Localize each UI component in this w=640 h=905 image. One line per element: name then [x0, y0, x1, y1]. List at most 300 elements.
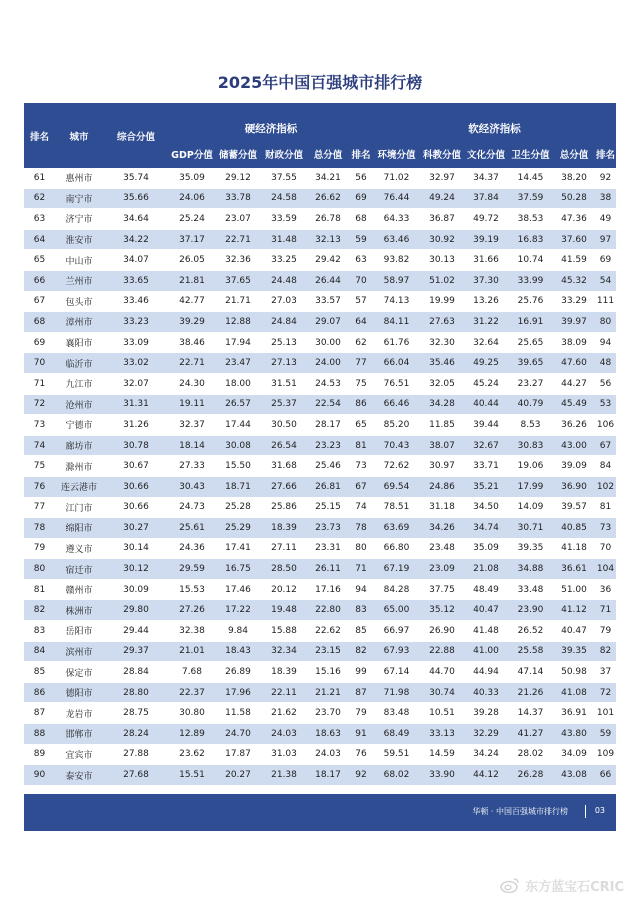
cell-environment: 67.93	[373, 641, 420, 662]
cell-culture: 39.44	[464, 415, 508, 436]
cell-gdp: 23.62	[169, 744, 215, 765]
cell-health: 21.26	[508, 682, 553, 703]
cell-city: 岳阳市	[55, 621, 103, 642]
cell-soft-total: 45.32	[553, 270, 595, 291]
table-row	[24, 250, 616, 271]
cell-fiscal: 27.66	[261, 476, 307, 497]
cell-science-education: 27.63	[420, 312, 464, 333]
header-environment: 环境分值	[373, 139, 420, 168]
cell-environment: 59.51	[373, 744, 420, 765]
cell-soft-rank: 72	[595, 682, 616, 703]
cell-total: 35.74	[103, 168, 169, 188]
cell-total: 28.80	[103, 682, 169, 703]
cell-soft-rank: 71	[595, 600, 616, 621]
cell-soft-total: 33.29	[553, 291, 595, 312]
cell-hard-rank: 76	[349, 744, 373, 765]
header-hard-total: 总分值	[307, 139, 349, 168]
cell-science-education: 10.51	[420, 703, 464, 724]
cell-soft-rank: 79	[595, 621, 616, 642]
cell-savings: 33.78	[215, 188, 261, 209]
table-row	[24, 435, 616, 456]
cell-soft-rank: 67	[595, 435, 616, 456]
cell-culture: 48.49	[464, 579, 508, 600]
cell-total: 28.75	[103, 703, 169, 724]
cell-soft-rank: 82	[595, 641, 616, 662]
cell-hard-total: 23.23	[307, 435, 349, 456]
cell-city: 廊坊市	[55, 435, 103, 456]
cell-hard-total: 26.44	[307, 270, 349, 291]
cell-environment: 84.28	[373, 579, 420, 600]
cell-hard-total: 23.31	[307, 538, 349, 559]
cell-culture: 44.12	[464, 765, 508, 786]
page-title: 2025年中国百强城市排行榜	[217, 73, 423, 92]
cell-culture: 31.22	[464, 312, 508, 333]
table-row	[24, 394, 616, 415]
cell-total: 33.02	[103, 353, 169, 374]
footer-bar	[24, 794, 616, 831]
header-total: 综合分值	[103, 103, 169, 168]
cell-savings: 17.96	[215, 682, 261, 703]
cell-city: 宿迁市	[55, 559, 103, 580]
cell-hard-rank: 56	[349, 168, 373, 188]
cell-environment: 67.19	[373, 559, 420, 580]
cell-savings: 26.57	[215, 394, 261, 415]
table-row	[24, 497, 616, 518]
cell-city: 中山市	[55, 250, 103, 271]
cell-health: 23.27	[508, 373, 553, 394]
cell-rank: 64	[24, 229, 55, 250]
cell-rank: 80	[24, 559, 55, 580]
cell-gdp: 24.73	[169, 497, 215, 518]
cell-science-education: 38.07	[420, 435, 464, 456]
cell-hard-total: 26.62	[307, 188, 349, 209]
cell-culture: 32.64	[464, 332, 508, 353]
table-row	[24, 456, 616, 477]
cell-city: 株洲市	[55, 600, 103, 621]
ranking-table	[24, 103, 616, 786]
cell-gdp: 12.89	[169, 724, 215, 745]
cell-city: 惠州市	[55, 168, 103, 188]
cell-culture: 49.72	[464, 209, 508, 230]
cell-culture: 37.84	[464, 188, 508, 209]
cell-soft-total: 39.35	[553, 641, 595, 662]
cell-savings: 11.58	[215, 703, 261, 724]
cell-environment: 61.76	[373, 332, 420, 353]
cell-savings: 21.71	[215, 291, 261, 312]
cell-culture: 21.08	[464, 559, 508, 580]
cell-city: 江门市	[55, 497, 103, 518]
cell-hard-rank: 81	[349, 435, 373, 456]
cell-science-education: 32.05	[420, 373, 464, 394]
cell-rank: 75	[24, 456, 55, 477]
cell-fiscal: 33.25	[261, 250, 307, 271]
cell-city: 滨州市	[55, 641, 103, 662]
cell-soft-total: 41.59	[553, 250, 595, 271]
cell-city: 滁州市	[55, 456, 103, 477]
cell-total: 33.65	[103, 270, 169, 291]
cell-soft-rank: 111	[595, 291, 616, 312]
cell-city: 济宁市	[55, 209, 103, 230]
cell-hard-rank: 92	[349, 765, 373, 786]
cell-hard-rank: 75	[349, 373, 373, 394]
header-hard-group: 硬经济指标	[169, 103, 373, 139]
cell-gdp: 24.30	[169, 373, 215, 394]
cell-science-education: 35.46	[420, 353, 464, 374]
cell-gdp: 27.26	[169, 600, 215, 621]
cell-city: 保定市	[55, 662, 103, 683]
cell-soft-rank: 73	[595, 518, 616, 539]
cell-city: 龙岩市	[55, 703, 103, 724]
cell-health: 39.35	[508, 538, 553, 559]
cell-environment: 68.49	[373, 724, 420, 745]
cell-total: 34.22	[103, 229, 169, 250]
cell-gdp: 24.36	[169, 538, 215, 559]
cell-hard-rank: 94	[349, 579, 373, 600]
cell-gdp: 27.33	[169, 456, 215, 477]
cell-rank: 88	[24, 724, 55, 745]
cell-environment: 85.20	[373, 415, 420, 436]
cell-health: 34.88	[508, 559, 553, 580]
cell-total: 30.66	[103, 497, 169, 518]
cell-science-education: 32.97	[420, 168, 464, 188]
cell-environment: 63.69	[373, 518, 420, 539]
cell-fiscal: 31.68	[261, 456, 307, 477]
cell-soft-rank: 84	[595, 456, 616, 477]
cell-hard-total: 23.70	[307, 703, 349, 724]
cell-culture: 35.21	[464, 476, 508, 497]
cell-soft-total: 41.12	[553, 600, 595, 621]
cell-science-education: 36.87	[420, 209, 464, 230]
cell-health: 26.28	[508, 765, 553, 786]
cell-savings: 26.89	[215, 662, 261, 683]
cell-fiscal: 21.38	[261, 765, 307, 786]
cell-health: 25.58	[508, 641, 553, 662]
cell-fiscal: 24.48	[261, 270, 307, 291]
cell-soft-rank: 80	[595, 312, 616, 333]
cell-hard-rank: 62	[349, 332, 373, 353]
cell-soft-rank: 59	[595, 724, 616, 745]
cell-fiscal: 21.62	[261, 703, 307, 724]
cell-culture: 35.09	[464, 538, 508, 559]
cell-science-education: 11.85	[420, 415, 464, 436]
cell-gdp: 32.38	[169, 621, 215, 642]
cell-rank: 65	[24, 250, 55, 271]
cell-soft-total: 38.09	[553, 332, 595, 353]
cell-soft-total: 43.08	[553, 765, 595, 786]
cell-health: 28.02	[508, 744, 553, 765]
cell-soft-rank: 70	[595, 538, 616, 559]
cell-health: 25.65	[508, 332, 553, 353]
cell-city: 兰州市	[55, 270, 103, 291]
cell-science-education: 22.88	[420, 641, 464, 662]
cell-total: 29.80	[103, 600, 169, 621]
table-row	[24, 641, 616, 662]
header-soft-total: 总分值	[553, 139, 595, 168]
table-row	[24, 229, 616, 250]
cell-fiscal: 32.34	[261, 641, 307, 662]
table-row	[24, 332, 616, 353]
cell-health: 25.76	[508, 291, 553, 312]
cell-soft-total: 36.91	[553, 703, 595, 724]
cell-health: 23.90	[508, 600, 553, 621]
cell-hard-total: 15.16	[307, 662, 349, 683]
cell-total: 29.37	[103, 641, 169, 662]
cell-soft-rank: 101	[595, 703, 616, 724]
cell-gdp: 26.05	[169, 250, 215, 271]
cell-soft-rank: 97	[595, 229, 616, 250]
cell-science-education: 19.99	[420, 291, 464, 312]
cell-total: 27.88	[103, 744, 169, 765]
cell-science-education: 23.09	[420, 559, 464, 580]
cell-rank: 87	[24, 703, 55, 724]
cell-science-education: 34.28	[420, 394, 464, 415]
cell-soft-rank: 49	[595, 209, 616, 230]
cell-savings: 22.71	[215, 229, 261, 250]
cell-culture: 39.28	[464, 703, 508, 724]
table-row	[24, 621, 616, 642]
cell-fiscal: 15.88	[261, 621, 307, 642]
cell-hard-total: 32.13	[307, 229, 349, 250]
cell-soft-total: 36.90	[553, 476, 595, 497]
cell-rank: 63	[24, 209, 55, 230]
cell-hard-rank: 78	[349, 518, 373, 539]
cell-health: 14.37	[508, 703, 553, 724]
cell-hard-rank: 63	[349, 250, 373, 271]
cell-savings: 9.84	[215, 621, 261, 642]
cell-culture: 34.37	[464, 168, 508, 188]
cell-environment: 66.97	[373, 621, 420, 642]
cell-city: 襄阳市	[55, 332, 103, 353]
cell-gdp: 15.51	[169, 765, 215, 786]
cell-soft-total: 39.09	[553, 456, 595, 477]
cell-gdp: 15.53	[169, 579, 215, 600]
cell-fiscal: 31.03	[261, 744, 307, 765]
cell-environment: 74.13	[373, 291, 420, 312]
cell-savings: 17.44	[215, 415, 261, 436]
cell-hard-rank: 80	[349, 538, 373, 559]
cell-gdp: 7.68	[169, 662, 215, 683]
cell-culture: 34.50	[464, 497, 508, 518]
cell-savings: 18.43	[215, 641, 261, 662]
cell-savings: 17.46	[215, 579, 261, 600]
cell-science-education: 31.18	[420, 497, 464, 518]
cell-soft-total: 39.97	[553, 312, 595, 333]
cell-total: 33.09	[103, 332, 169, 353]
table-row	[24, 373, 616, 394]
cell-culture: 34.24	[464, 744, 508, 765]
cell-savings: 15.50	[215, 456, 261, 477]
cell-science-education: 35.12	[420, 600, 464, 621]
cell-fiscal: 28.50	[261, 559, 307, 580]
cell-culture: 40.44	[464, 394, 508, 415]
cell-rank: 70	[24, 353, 55, 374]
cell-hard-total: 23.15	[307, 641, 349, 662]
cell-city: 遵义市	[55, 538, 103, 559]
cell-soft-total: 38.20	[553, 168, 595, 188]
cell-city: 漳州市	[55, 312, 103, 333]
cell-savings: 17.94	[215, 332, 261, 353]
cell-rank: 66	[24, 270, 55, 291]
cell-rank: 76	[24, 476, 55, 497]
table-row	[24, 353, 616, 374]
cell-hard-rank: 64	[349, 312, 373, 333]
cell-fiscal: 25.13	[261, 332, 307, 353]
table-row	[24, 312, 616, 333]
cell-soft-total: 50.98	[553, 662, 595, 683]
cell-soft-rank: 38	[595, 188, 616, 209]
cell-hard-total: 26.78	[307, 209, 349, 230]
cell-science-education: 34.26	[420, 518, 464, 539]
header-rank: 排名	[24, 103, 55, 168]
cell-health: 8.53	[508, 415, 553, 436]
cell-environment: 72.62	[373, 456, 420, 477]
cell-environment: 65.00	[373, 600, 420, 621]
cell-soft-rank: 66	[595, 765, 616, 786]
cell-soft-total: 43.80	[553, 724, 595, 745]
cell-fiscal: 30.50	[261, 415, 307, 436]
cell-soft-rank: 94	[595, 332, 616, 353]
table-row	[24, 415, 616, 436]
cell-science-education: 30.13	[420, 250, 464, 271]
cell-health: 19.06	[508, 456, 553, 477]
cell-gdp: 25.61	[169, 518, 215, 539]
cell-environment: 58.97	[373, 270, 420, 291]
cell-health: 30.83	[508, 435, 553, 456]
header-savings: 储蓄分值	[215, 139, 261, 168]
cell-total: 31.31	[103, 394, 169, 415]
cell-savings: 32.36	[215, 250, 261, 271]
cell-gdp: 22.37	[169, 682, 215, 703]
header-culture: 文化分值	[464, 139, 508, 168]
cell-hard-rank: 85	[349, 621, 373, 642]
cell-science-education: 14.59	[420, 744, 464, 765]
table-row	[24, 270, 616, 291]
cell-soft-rank: 102	[595, 476, 616, 497]
cell-soft-rank: 104	[595, 559, 616, 580]
cell-fiscal: 25.37	[261, 394, 307, 415]
cell-culture: 33.71	[464, 456, 508, 477]
cell-environment: 84.11	[373, 312, 420, 333]
cell-city: 邯郸市	[55, 724, 103, 745]
table-row	[24, 476, 616, 497]
table-row	[24, 518, 616, 539]
cell-environment: 71.98	[373, 682, 420, 703]
cell-culture: 34.74	[464, 518, 508, 539]
cell-city: 德阳市	[55, 682, 103, 703]
cell-city: 临沂市	[55, 353, 103, 374]
cell-soft-total: 47.60	[553, 353, 595, 374]
cell-gdp: 29.59	[169, 559, 215, 580]
cell-rank: 61	[24, 168, 55, 188]
cell-health: 16.91	[508, 312, 553, 333]
table-row	[24, 703, 616, 724]
cell-hard-total: 29.42	[307, 250, 349, 271]
cell-environment: 64.33	[373, 209, 420, 230]
weibo-icon	[500, 877, 520, 893]
table-row	[24, 291, 616, 312]
cell-rank: 68	[24, 312, 55, 333]
table-row	[24, 538, 616, 559]
cell-health: 47.14	[508, 662, 553, 683]
table-body	[24, 168, 616, 785]
cell-rank: 73	[24, 415, 55, 436]
cell-environment: 63.46	[373, 229, 420, 250]
cell-fiscal: 27.03	[261, 291, 307, 312]
cell-science-education: 44.70	[420, 662, 464, 683]
cell-environment: 71.02	[373, 168, 420, 188]
cell-city: 包头市	[55, 291, 103, 312]
cell-culture: 31.66	[464, 250, 508, 271]
cell-hard-total: 17.16	[307, 579, 349, 600]
cell-hard-total: 18.17	[307, 765, 349, 786]
cell-city: 淮安市	[55, 229, 103, 250]
cell-fiscal: 19.48	[261, 600, 307, 621]
cell-health: 38.53	[508, 209, 553, 230]
cell-culture: 40.33	[464, 682, 508, 703]
cell-environment: 83.48	[373, 703, 420, 724]
cell-rank: 78	[24, 518, 55, 539]
cell-soft-total: 39.57	[553, 497, 595, 518]
cell-total: 35.66	[103, 188, 169, 209]
cell-health: 33.99	[508, 270, 553, 291]
cell-science-education: 32.30	[420, 332, 464, 353]
cell-environment: 76.44	[373, 188, 420, 209]
cell-rank: 89	[24, 744, 55, 765]
cell-hard-total: 30.00	[307, 332, 349, 353]
cell-soft-total: 41.18	[553, 538, 595, 559]
cell-hard-total: 22.54	[307, 394, 349, 415]
cell-hard-total: 26.81	[307, 476, 349, 497]
cell-hard-total: 25.15	[307, 497, 349, 518]
cell-gdp: 38.46	[169, 332, 215, 353]
table-row	[24, 579, 616, 600]
cell-hard-rank: 83	[349, 600, 373, 621]
cell-hard-total: 34.21	[307, 168, 349, 188]
footer-separator	[585, 805, 586, 818]
cell-gdp: 35.09	[169, 168, 215, 188]
cell-city: 连云港市	[55, 476, 103, 497]
cell-total: 30.67	[103, 456, 169, 477]
page-number: 03	[594, 806, 605, 815]
cell-rank: 81	[24, 579, 55, 600]
cell-fiscal: 18.39	[261, 518, 307, 539]
cell-city: 宁德市	[55, 415, 103, 436]
cell-science-education: 33.13	[420, 724, 464, 745]
cell-soft-total: 41.08	[553, 682, 595, 703]
cell-hard-total: 24.03	[307, 744, 349, 765]
cell-environment: 66.04	[373, 353, 420, 374]
cell-science-education: 26.90	[420, 621, 464, 642]
cell-soft-total: 40.47	[553, 621, 595, 642]
header-hard-rank: 排名	[349, 139, 373, 168]
table-row	[24, 682, 616, 703]
cell-rank: 71	[24, 373, 55, 394]
cell-savings: 20.27	[215, 765, 261, 786]
cell-gdp: 21.81	[169, 270, 215, 291]
cell-soft-rank: 106	[595, 415, 616, 436]
cell-soft-total: 44.27	[553, 373, 595, 394]
cell-culture: 32.67	[464, 435, 508, 456]
cell-soft-total: 47.36	[553, 209, 595, 230]
cell-fiscal: 37.55	[261, 168, 307, 188]
cell-soft-total: 36.61	[553, 559, 595, 580]
cell-health: 14.09	[508, 497, 553, 518]
cell-soft-rank: 53	[595, 394, 616, 415]
cell-total: 29.44	[103, 621, 169, 642]
cell-environment: 68.02	[373, 765, 420, 786]
cell-rank: 85	[24, 662, 55, 683]
cell-rank: 72	[24, 394, 55, 415]
